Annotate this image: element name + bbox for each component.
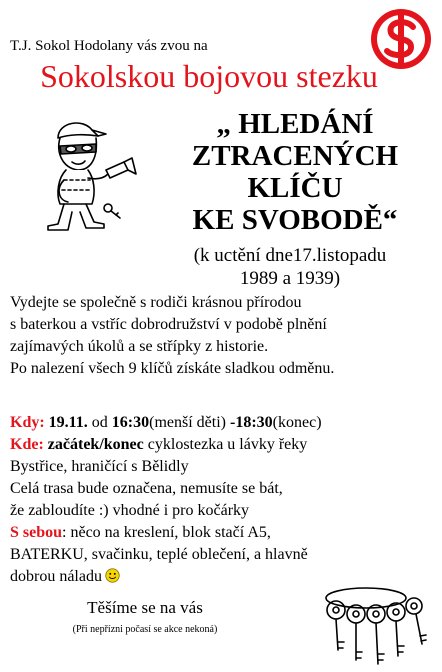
where-line-2: Bystřice, hraničící s Bělidly bbox=[10, 458, 189, 475]
when-end-note: (konec) bbox=[272, 414, 322, 431]
when-dash: - bbox=[230, 414, 236, 431]
event-details bbox=[10, 412, 322, 588]
headline-line: „ HLEDÁNÍ bbox=[216, 108, 374, 140]
route-line: Celá trasa bude označena, nemusíte se bát, bbox=[10, 480, 283, 497]
headline-line: ZTRACENÝCH bbox=[191, 140, 399, 172]
when-label: Kdy: bbox=[10, 414, 45, 431]
when-start-note: (menší děti) bbox=[149, 414, 226, 431]
route-line: že zabloudíte :) vhodné i pro kočárky bbox=[10, 502, 250, 519]
bring-line bbox=[10, 522, 322, 544]
intro-line: Vydejte se společně s rodiči krásnou přírodou bbox=[10, 294, 302, 311]
smiley-icon bbox=[105, 568, 120, 583]
intro-line: zajímavých úkolů a se střípky z historie. bbox=[10, 338, 269, 355]
when-end: 18:30 bbox=[235, 414, 273, 431]
when-start: 16:30 bbox=[111, 414, 150, 431]
intro-paragraph bbox=[10, 292, 334, 380]
invite-text: T.J. Sokol Hodolany vás zvou na bbox=[10, 38, 208, 54]
memorial-note bbox=[140, 244, 440, 290]
bring-line-2: BATERKU, svačinku, teplé oblečení, a hlavně bbox=[10, 546, 308, 563]
weather-note: (Při nepřízni počasí se akce nekoná) bbox=[72, 624, 218, 635]
memorial-line: 1989 a 1939) bbox=[239, 268, 341, 289]
intro-line: s baterkou a vstříc dobrodružství v podobě plnění bbox=[10, 316, 327, 333]
event-title: Sokolskou bojovou stezku bbox=[40, 58, 378, 94]
when-line bbox=[10, 412, 322, 434]
bring-mood: dobrou náladu bbox=[10, 568, 102, 585]
closing-text: Těšíme se na vás bbox=[87, 598, 203, 617]
keys-illustration bbox=[300, 580, 430, 668]
when-date: 19.11. bbox=[48, 414, 88, 431]
bring-rest: : něco na kreslení, blok stačí A5, bbox=[62, 524, 271, 541]
bring-line-3 bbox=[10, 566, 322, 588]
kid-with-flashlight-illustration bbox=[28, 108, 143, 236]
where-label: Kde: bbox=[10, 436, 44, 453]
headline bbox=[160, 108, 430, 236]
where-rest: cyklostezka u lávky řeky bbox=[147, 436, 308, 453]
where-line bbox=[10, 434, 322, 456]
memorial-line: (k uctění dne17.listopadu bbox=[193, 245, 387, 266]
headline-line: KLÍČU bbox=[247, 172, 343, 204]
intro-line: Po nalezení všech 9 klíčů získáte sladkou odměnu. bbox=[10, 360, 335, 377]
when-from: od bbox=[91, 414, 108, 431]
where-place: začátek/konec bbox=[47, 436, 144, 453]
headline-line: KE SVOBODĚ“ bbox=[192, 204, 398, 236]
bring-label: S sebou bbox=[10, 524, 63, 541]
